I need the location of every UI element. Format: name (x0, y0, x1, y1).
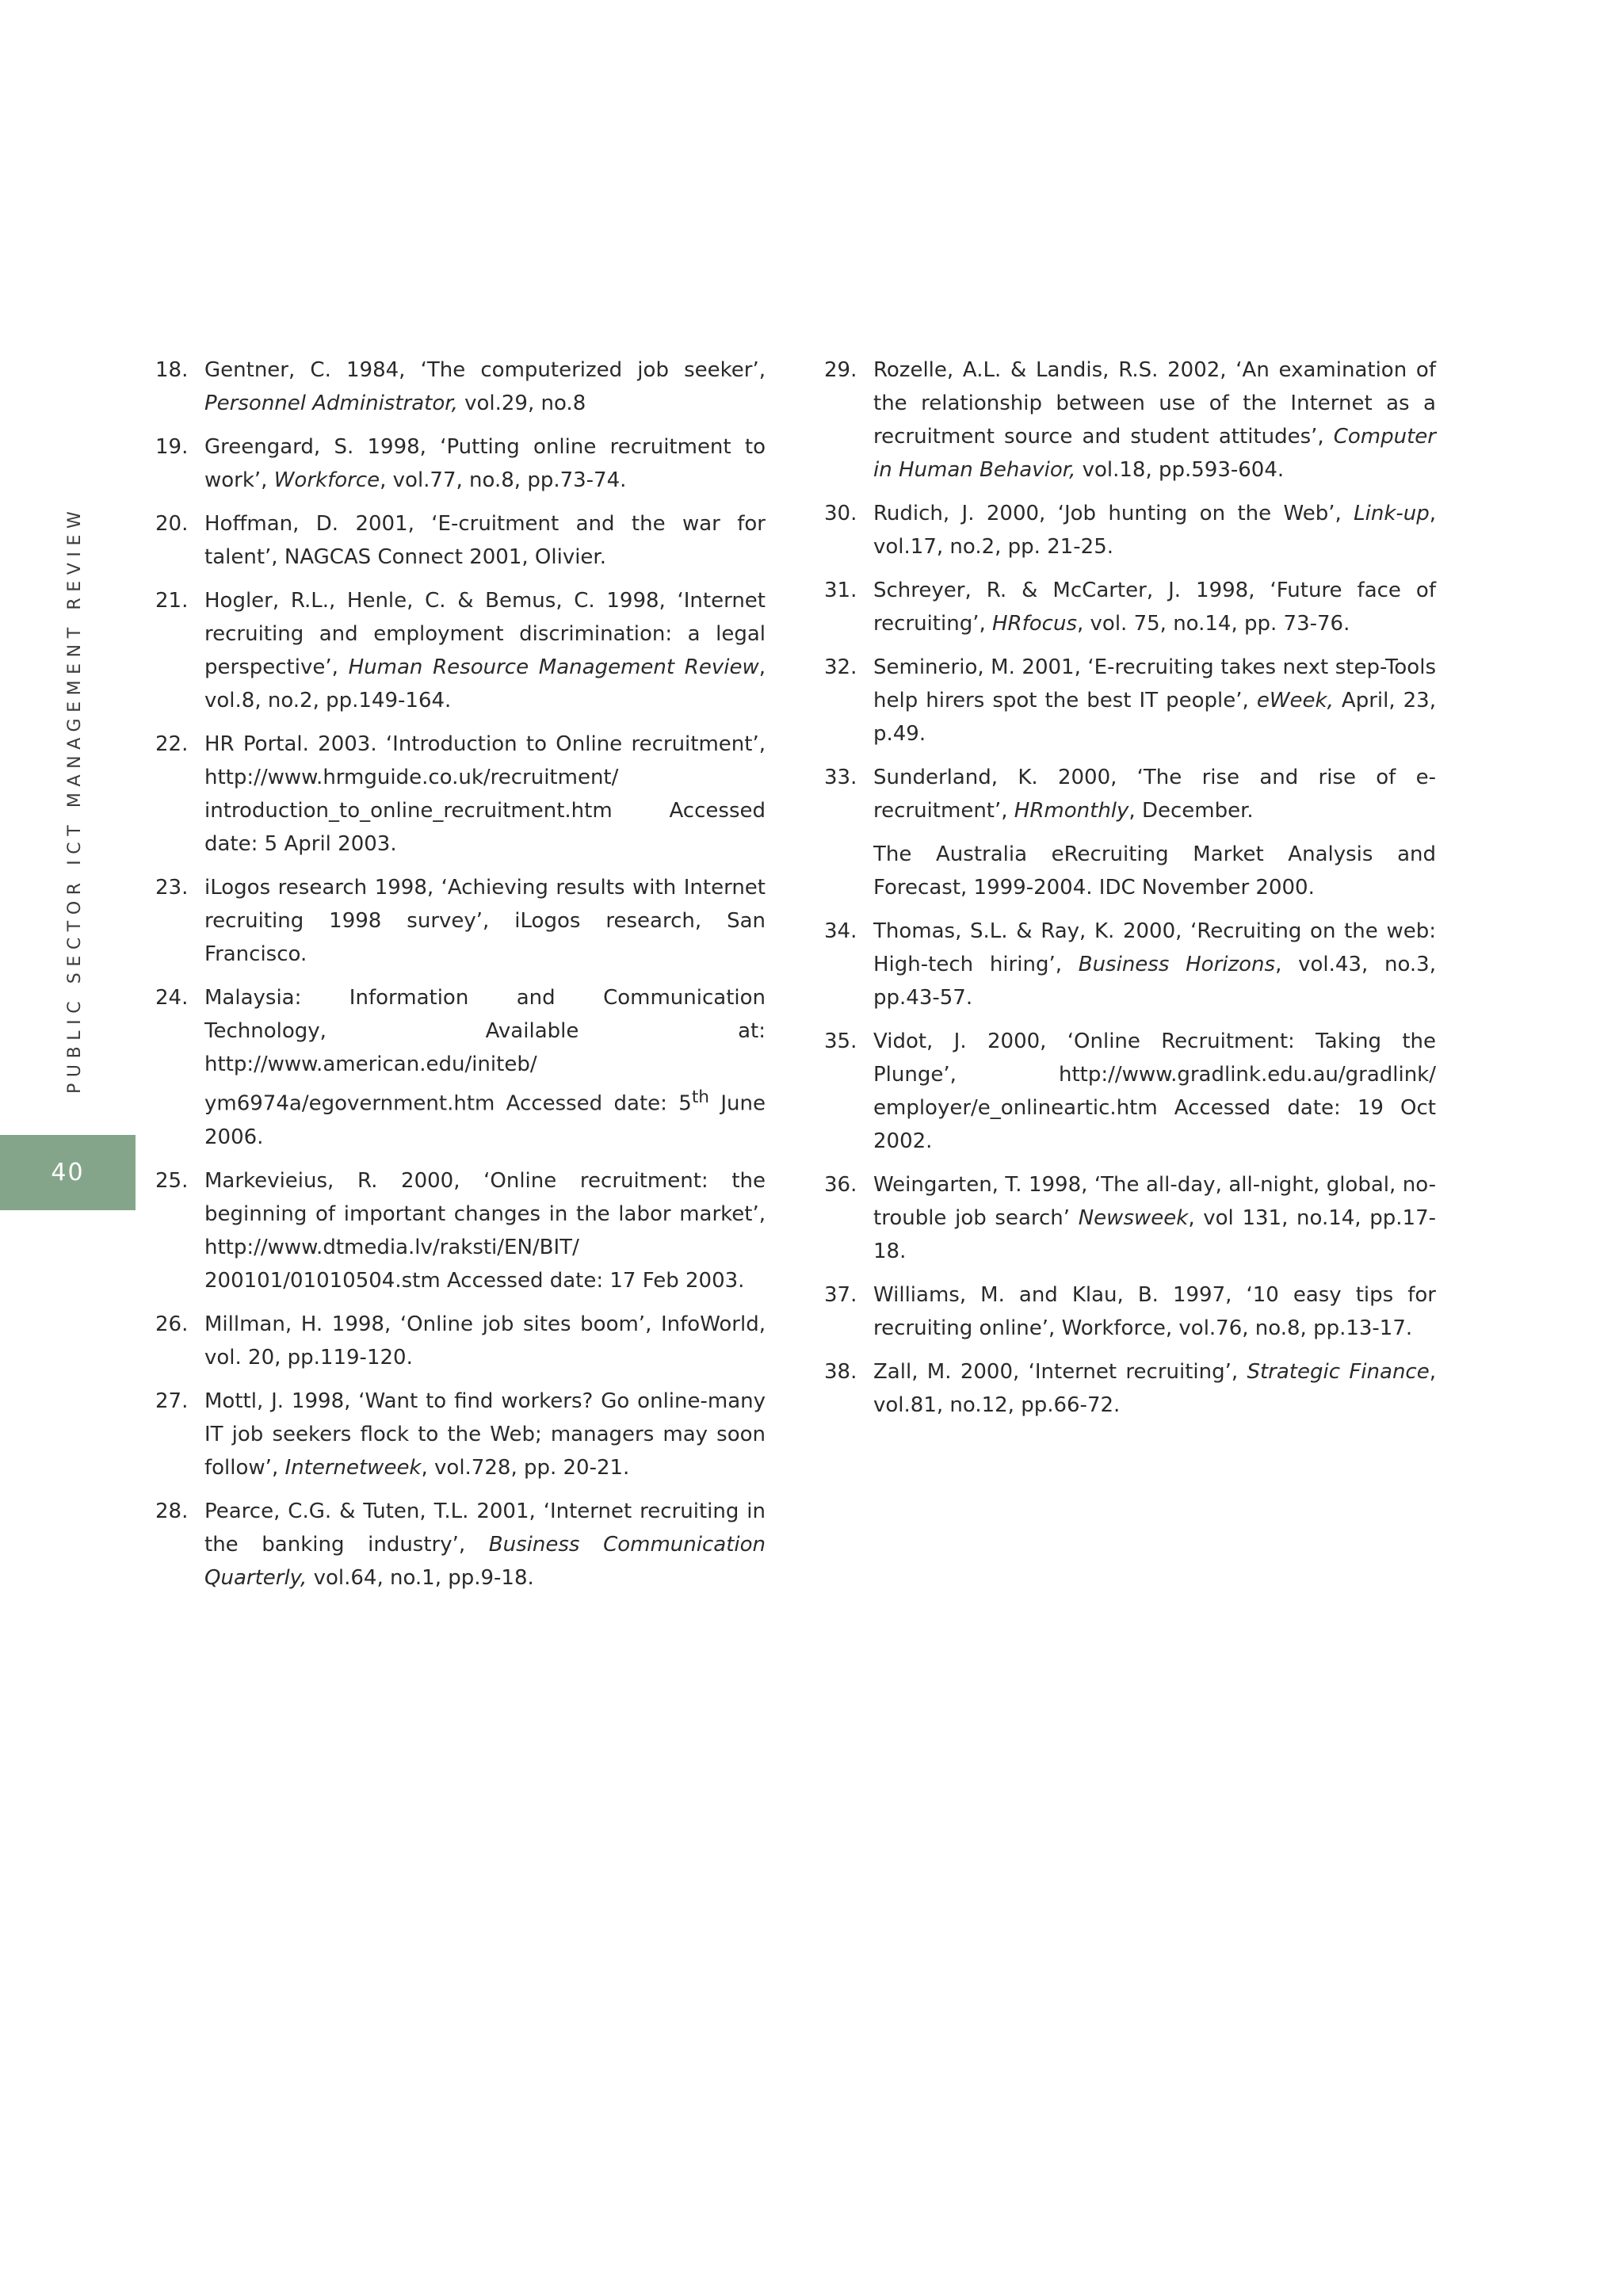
reference-item (155, 1385, 766, 1484)
reference-text (873, 1025, 1436, 1158)
reference-number: 38. (824, 1360, 857, 1384)
reference-text (873, 497, 1436, 563)
reference-item (155, 353, 766, 420)
reference-source-title: Business Communication Quarterly, (204, 1532, 766, 1590)
reference-source-title: Newsweek (1078, 1206, 1189, 1230)
reference-number: 19. (155, 435, 189, 459)
reference-text-segment: Pearce, C.G. & Tuten, T.L. 2001, ‘Internet recruiting in the banking industry’, (204, 1499, 766, 1557)
reference-number: 28. (155, 1499, 189, 1523)
references-right-column (824, 353, 1436, 1432)
reference-text (204, 981, 766, 1154)
reference-text-segment: Vidot, J. 2000, ‘Online Recruitment: Taking the Plunge’, http://www.gradlink.edu.au/gradlink/ employer/e_onlineartic.htm Accessed date: 19 Oct 2002. (873, 1030, 1436, 1153)
reference-text-segment: , vol.17, no.2, pp. 21-25. (873, 502, 1436, 559)
reference-number: 36. (824, 1173, 857, 1197)
reference-text (204, 728, 766, 861)
reference-item (824, 1278, 1436, 1345)
reference-text-segment: , vol.77, no.8, pp.73-74. (380, 468, 627, 492)
reference-text-segment: , vol.81, no.12, pp.66-72. (873, 1360, 1436, 1417)
reference-number: 35. (824, 1030, 857, 1053)
journal-title-vertical: PUBLIC SECTOR ICT MANAGEMENT REVIEW (65, 505, 85, 1094)
reference-text (873, 651, 1436, 751)
reference-item (155, 1495, 766, 1595)
reference-text (873, 915, 1436, 1014)
reference-text-segment: , December. (1128, 799, 1254, 823)
reference-text-segment: Markevieius, R. 2000, ‘Online recruitment: the beginning of important changes in the labor market’, http://www.dtmedia.lv/raksti/EN/BIT/ 200101/01010504.stm Accessed date: 17 Feb 2003. (204, 1168, 766, 1293)
reference-source-title: Computer in Human Behavior, (873, 425, 1436, 482)
reference-text (873, 1168, 1436, 1268)
reference-text-segment: Greengard, S. 1998, ‘Putting online recruitment to work’, (204, 435, 766, 492)
reference-text-segment: Millman, H. 1998, ‘Online job sites boom’, InfoWorld, vol. 20, pp.119-120. (204, 1312, 766, 1370)
reference-item (155, 1308, 766, 1374)
reference-number: 37. (824, 1283, 857, 1307)
reference-item (155, 430, 766, 497)
reference-text-segment: June 2006. (204, 1091, 766, 1149)
reference-item (824, 1355, 1436, 1422)
reference-text-segment: Gentner, C. 1984, ‘The computerized job seeker’, (204, 358, 766, 382)
reference-superscript: th (691, 1087, 710, 1107)
reference-text (204, 1385, 766, 1484)
reference-number: 25. (155, 1168, 189, 1193)
reference-item (824, 1025, 1436, 1158)
reference-item (824, 1168, 1436, 1268)
reference-text (204, 507, 766, 574)
reference-text-segment: Hogler, R.L., Henle, C. & Bemus, C. 1998, ‘Internet recruiting and employment discrimination: a legal perspective’, (204, 589, 766, 679)
reference-text (204, 1308, 766, 1374)
reference-number: 22. (155, 732, 189, 756)
reference-text-segment: Zall, M. 2000, ‘Internet recruiting’, (873, 1360, 1247, 1384)
reference-text (873, 1355, 1436, 1422)
reference-text (204, 584, 766, 717)
reference-text-segment: Sunderland, K. 2000, ‘The rise and rise of e-recruitment’, (873, 766, 1436, 823)
reference-source-title: Human Resource Management Review (348, 655, 759, 679)
reference-text-segment: vol.64, no.1, pp.9-18. (307, 1565, 534, 1590)
reference-number: 20. (155, 512, 189, 536)
reference-item (155, 584, 766, 717)
reference-text (204, 871, 766, 971)
reference-text-segment: Rudich, J. 2000, ‘Job hunting on the Web’, (873, 502, 1354, 525)
reference-item (824, 915, 1436, 1014)
reference-number: 34. (824, 919, 857, 943)
reference-item (155, 1164, 766, 1297)
reference-text (204, 353, 766, 420)
reference-text (873, 1278, 1436, 1345)
reference-number: 24. (155, 986, 189, 1010)
reference-text-segment: iLogos research 1998, ‘Achieving results with Internet recruiting 1998 survey’, iLogos research, San Francisco. (204, 876, 766, 966)
reference-number: 27. (155, 1389, 189, 1413)
reference-source-title: Personnel Administrator, (204, 392, 458, 415)
reference-source-title: HRfocus (992, 612, 1077, 636)
reference-text-segment: , vol.43, no.3, pp.43-57. (873, 953, 1436, 1010)
reference-text (204, 430, 766, 497)
reference-text-segment: vol.18, pp.593-604. (1075, 458, 1285, 482)
reference-source-title: Business Horizons (1078, 953, 1276, 976)
reference-text-segment: HR Portal. 2003. ‘Introduction to Online recruitment’, http://www.hrmguide.co.uk/recruitment/ introduction_to_online_recruitment.htm Accessed date: 5 April 2003. (204, 732, 766, 856)
reference-number: 21. (155, 589, 189, 613)
reference-text (873, 761, 1436, 827)
reference-number: 31. (824, 579, 857, 602)
reference-text-segment: vol.29, no.8 (457, 392, 586, 415)
reference-text-segment: Malaysia: Information and Communication Technology, Available at: http://www.american.edu/initeb/ ym6974a/egovernment.htm Accessed date: 5 (204, 986, 766, 1116)
reference-source-title: HRmonthly (1014, 799, 1129, 823)
reference-item (155, 728, 766, 861)
reference-item (824, 838, 1436, 904)
reference-text-segment: Mottl, J. 1998, ‘Want to find workers? Go online-many IT job seekers flock to the Web; managers may soon follow’, (204, 1389, 766, 1480)
reference-text (873, 574, 1436, 640)
reference-source-title: Workforce (273, 468, 380, 492)
reference-number: 30. (824, 502, 857, 525)
reference-item (155, 981, 766, 1154)
reference-text-segment: Rozelle, A.L. & Landis, R.S. 2002, ‘An examination of the relationship between use of the Internet as a recruitment source and student attitudes’, (873, 358, 1436, 449)
page-number-badge (0, 1135, 136, 1210)
reference-text-segment: Hoffman, D. 2001, ‘E-cruitment and the war for talent’, NAGCAS Connect 2001, Olivier. (204, 512, 766, 569)
reference-item (824, 651, 1436, 751)
reference-text-segment: The Australia eRecruiting Market Analysis and Forecast, 1999-2004. IDC November 2000. (873, 842, 1436, 900)
reference-number: 29. (824, 358, 857, 382)
reference-item (824, 353, 1436, 487)
reference-source-title: Internetweek (285, 1455, 422, 1480)
reference-number: 32. (824, 655, 857, 679)
reference-item (824, 761, 1436, 827)
reference-text (873, 838, 1436, 904)
reference-text-segment: Seminerio, M. 2001, ‘E-recruiting takes next step-Tools help hirers spot the best IT people’, (873, 655, 1436, 712)
reference-item (824, 574, 1436, 640)
page-number: 40 (51, 1159, 85, 1186)
reference-item (155, 507, 766, 574)
reference-text-segment: Thomas, S.L. & Ray, K. 2000, ‘Recruiting on the web: High-tech hiring’, (873, 919, 1436, 976)
reference-item (155, 871, 766, 971)
reference-number: 26. (155, 1312, 189, 1336)
reference-number: 33. (824, 766, 857, 789)
reference-text (873, 353, 1436, 487)
reference-text-segment: Williams, M. and Klau, B. 1997, ‘10 easy tips for recruiting online’, Workforce, vol.76, no.8, pp.13-17. (873, 1283, 1436, 1340)
reference-text-segment: Weingarten, T. 1998, ‘The all-day, all-night, global, no-trouble job search’ (873, 1173, 1436, 1230)
reference-text-segment: April, 23, p.49. (873, 689, 1436, 746)
reference-text-segment: , vol.8, no.2, pp.149-164. (204, 655, 766, 712)
reference-text-segment: , vol. 75, no.14, pp. 73-76. (1077, 612, 1350, 636)
reference-item (824, 497, 1436, 563)
reference-text (204, 1495, 766, 1595)
reference-source-title: eWeek, (1256, 689, 1334, 712)
reference-source-title: Strategic Finance (1247, 1360, 1430, 1384)
reference-number: 18. (155, 358, 189, 382)
reference-text-segment: , vol 131, no.14, pp.17-18. (873, 1206, 1436, 1263)
reference-text-segment: Schreyer, R. & McCarter, J. 1998, ‘Future face of recruiting’, (873, 579, 1436, 636)
reference-source-title: Link-up (1354, 502, 1430, 525)
reference-text (204, 1164, 766, 1297)
reference-number: 23. (155, 876, 189, 900)
references-left-column (155, 353, 766, 1605)
reference-text-segment: , vol.728, pp. 20-21. (421, 1455, 630, 1480)
